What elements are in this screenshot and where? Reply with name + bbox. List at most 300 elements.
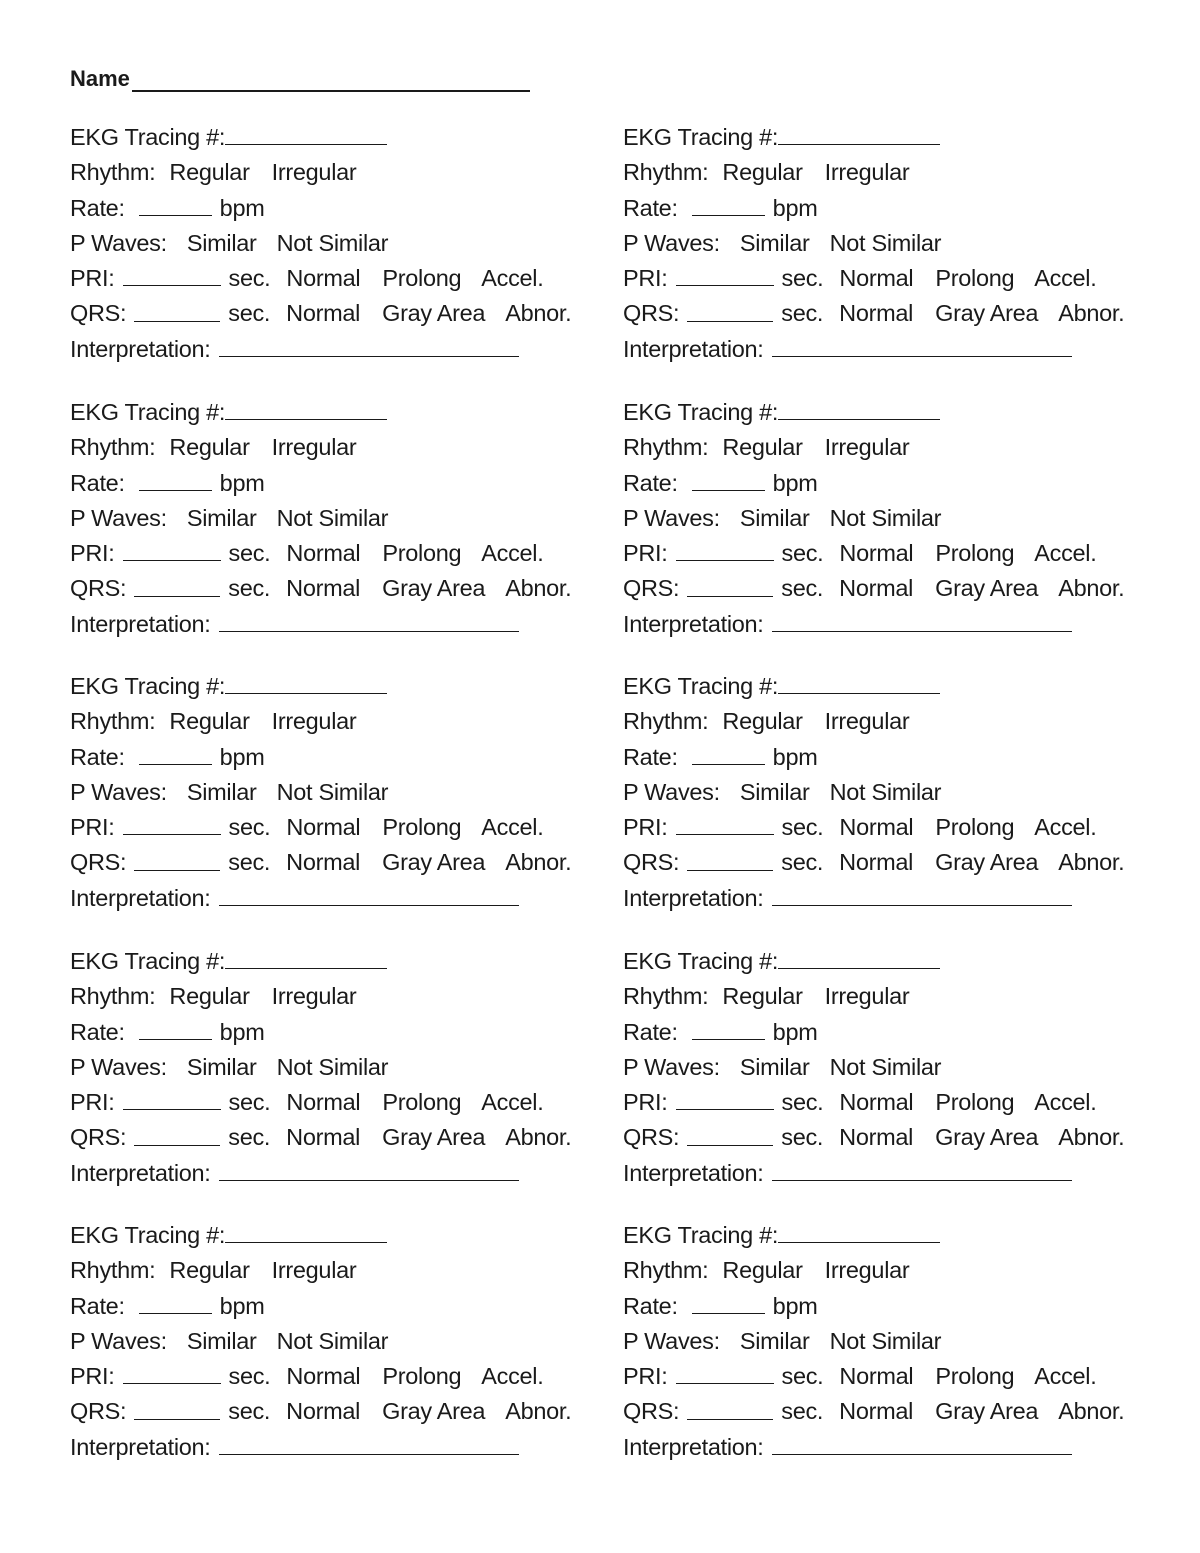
qrs-row [70, 296, 590, 331]
pwaves-option-not-similar[interactable]: Not Similar [829, 778, 942, 805]
pri-option-prolong[interactable]: Prolong [382, 1089, 462, 1116]
qrs-option-normal[interactable]: Normal [839, 575, 914, 602]
qrs-option-abnor[interactable]: Abnor. [505, 575, 572, 602]
pri-option-normal[interactable]: Normal [286, 814, 361, 841]
rhythm-option-irregular[interactable]: Irregular [271, 708, 357, 735]
ekg-tracing-block [70, 944, 590, 1191]
pwaves-option-not-similar[interactable]: Not Similar [829, 504, 942, 531]
pri-option-prolong[interactable]: Prolong [935, 1089, 1015, 1116]
tracing-number-row [70, 669, 590, 704]
pri-row [70, 1359, 590, 1394]
tracing-number-blank[interactable] [778, 122, 940, 145]
qrs-blank[interactable] [687, 848, 773, 871]
qrs-row [623, 845, 1143, 880]
bpm-unit: bpm [219, 1292, 265, 1319]
pri-label: PRI: [623, 814, 668, 841]
pwaves-option-not-similar[interactable]: Not Similar [276, 229, 389, 256]
qrs-sec-unit: sec. [228, 300, 271, 327]
pri-row [623, 1359, 1143, 1394]
rate-row [623, 466, 1143, 501]
pri-row [70, 810, 590, 845]
qrs-option-gray-area[interactable]: Gray Area [935, 849, 1039, 876]
rhythm-row [70, 155, 590, 190]
qrs-blank[interactable] [687, 299, 773, 322]
pri-option-prolong[interactable]: Prolong [382, 540, 462, 567]
pri-sec-unit: sec. [228, 540, 271, 567]
interpretation-blank[interactable] [772, 609, 1072, 632]
pri-option-normal[interactable]: Normal [839, 1363, 914, 1390]
qrs-label: QRS: [623, 1398, 680, 1425]
interpretation-label: Interpretation: [70, 1159, 211, 1186]
pwaves-row [70, 1324, 590, 1359]
pri-option-accel[interactable]: Accel. [481, 814, 544, 841]
interpretation-row [70, 881, 590, 916]
qrs-option-gray-area[interactable]: Gray Area [935, 1124, 1039, 1151]
qrs-label: QRS: [70, 1398, 127, 1425]
pri-option-normal[interactable]: Normal [839, 265, 914, 292]
pri-option-prolong[interactable]: Prolong [935, 265, 1015, 292]
rhythm-option-regular[interactable]: Regular [169, 1257, 250, 1284]
qrs-label: QRS: [70, 575, 127, 602]
rhythm-row [623, 1253, 1143, 1288]
tracing-label: EKG Tracing #: [70, 399, 226, 425]
qrs-option-abnor[interactable]: Abnor. [505, 849, 572, 876]
qrs-option-gray-area[interactable]: Gray Area [382, 300, 486, 327]
qrs-option-gray-area[interactable]: Gray Area [382, 1398, 486, 1425]
pri-label: PRI: [623, 265, 668, 292]
qrs-sec-unit: sec. [781, 300, 824, 327]
interpretation-blank[interactable] [219, 334, 519, 357]
qrs-option-gray-area[interactable]: Gray Area [935, 575, 1039, 602]
pwaves-option-similar[interactable]: Similar [739, 778, 810, 805]
qrs-label: QRS: [70, 300, 127, 327]
interpretation-blank[interactable] [772, 334, 1072, 357]
interpretation-label: Interpretation: [623, 610, 764, 637]
pwaves-option-not-similar[interactable]: Not Similar [829, 1327, 942, 1354]
rate-row [623, 191, 1143, 226]
tracing-number-row [70, 120, 590, 155]
pri-label: PRI: [623, 540, 668, 567]
interpretation-label: Interpretation: [70, 1433, 211, 1460]
pri-sec-unit: sec. [228, 814, 271, 841]
rhythm-option-regular[interactable]: Regular [169, 983, 250, 1010]
pri-blank[interactable] [676, 538, 774, 561]
pwaves-option-not-similar[interactable]: Not Similar [276, 504, 389, 531]
pri-option-normal[interactable]: Normal [286, 1363, 361, 1390]
rate-blank[interactable] [139, 1291, 212, 1314]
pri-blank[interactable] [676, 1361, 774, 1384]
tracing-label: EKG Tracing #: [623, 1222, 779, 1248]
pwaves-label: P Waves: [623, 1327, 720, 1354]
rate-blank[interactable] [692, 742, 765, 765]
qrs-option-normal[interactable]: Normal [286, 849, 361, 876]
pri-option-accel[interactable]: Accel. [1034, 1363, 1097, 1390]
qrs-row [623, 296, 1143, 331]
pri-row [623, 261, 1143, 296]
pwaves-option-not-similar[interactable]: Not Similar [829, 1053, 942, 1080]
qrs-sec-unit: sec. [781, 849, 824, 876]
pri-option-normal[interactable]: Normal [286, 265, 361, 292]
qrs-label: QRS: [623, 1124, 680, 1151]
tracing-number-blank[interactable] [225, 397, 387, 420]
rhythm-option-regular[interactable]: Regular [169, 159, 250, 186]
pri-option-normal[interactable]: Normal [286, 1089, 361, 1116]
qrs-sec-unit: sec. [781, 575, 824, 602]
tracing-number-blank[interactable] [778, 1220, 940, 1243]
pri-option-prolong[interactable]: Prolong [935, 1363, 1015, 1390]
pri-sec-unit: sec. [781, 540, 824, 567]
qrs-option-abnor[interactable]: Abnor. [1058, 1124, 1125, 1151]
qrs-option-normal[interactable]: Normal [839, 1124, 914, 1151]
rhythm-option-regular[interactable]: Regular [169, 434, 250, 461]
pwaves-label: P Waves: [623, 504, 720, 531]
rhythm-row [623, 979, 1143, 1014]
pri-option-normal[interactable]: Normal [286, 540, 361, 567]
pwaves-option-similar[interactable]: Similar [739, 229, 810, 256]
pri-blank[interactable] [676, 1087, 774, 1110]
rate-blank[interactable] [692, 1291, 765, 1314]
pri-blank[interactable] [123, 1087, 221, 1110]
rhythm-label: Rhythm: [623, 983, 709, 1010]
pri-blank[interactable] [676, 263, 774, 286]
pri-label: PRI: [70, 1089, 115, 1116]
rate-blank[interactable] [692, 468, 765, 491]
tracing-label: EKG Tracing #: [623, 124, 779, 150]
interpretation-blank[interactable] [219, 883, 519, 906]
qrs-sec-unit: sec. [781, 1124, 824, 1151]
rhythm-option-regular[interactable]: Regular [722, 159, 803, 186]
pri-option-normal[interactable]: Normal [839, 540, 914, 567]
rhythm-option-irregular[interactable]: Irregular [271, 159, 357, 186]
pri-label: PRI: [70, 540, 115, 567]
rhythm-row [623, 430, 1143, 465]
qrs-blank[interactable] [687, 1123, 773, 1146]
ekg-tracing-block [623, 944, 1143, 1191]
qrs-blank[interactable] [687, 574, 773, 597]
pri-option-accel[interactable]: Accel. [481, 265, 544, 292]
rhythm-option-irregular[interactable]: Irregular [824, 983, 910, 1010]
qrs-option-normal[interactable]: Normal [286, 1398, 361, 1425]
pri-option-accel[interactable]: Accel. [1034, 265, 1097, 292]
rhythm-label: Rhythm: [70, 983, 156, 1010]
interpretation-blank[interactable] [219, 1158, 519, 1181]
pri-row [623, 810, 1143, 845]
bpm-unit: bpm [219, 194, 265, 221]
rhythm-option-irregular[interactable]: Irregular [271, 983, 357, 1010]
pwaves-label: P Waves: [70, 1053, 167, 1080]
qrs-label: QRS: [623, 849, 680, 876]
pri-row [70, 1085, 590, 1120]
tracing-label: EKG Tracing #: [623, 948, 779, 974]
pwaves-option-similar[interactable]: Similar [186, 778, 257, 805]
pwaves-option-similar[interactable]: Similar [739, 1053, 810, 1080]
bpm-unit: bpm [772, 1292, 818, 1319]
qrs-option-abnor[interactable]: Abnor. [505, 300, 572, 327]
tracing-number-blank[interactable] [778, 671, 940, 694]
bpm-unit: bpm [772, 743, 818, 770]
rhythm-option-irregular[interactable]: Irregular [824, 434, 910, 461]
rhythm-option-irregular[interactable]: Irregular [824, 708, 910, 735]
qrs-sec-unit: sec. [781, 1398, 824, 1425]
qrs-option-gray-area[interactable]: Gray Area [935, 1398, 1039, 1425]
qrs-option-abnor[interactable]: Abnor. [1058, 575, 1125, 602]
qrs-row [70, 1394, 590, 1429]
pwaves-label: P Waves: [70, 229, 167, 256]
interpretation-label: Interpretation: [70, 335, 211, 362]
rhythm-row [623, 704, 1143, 739]
rate-label: Rate: [623, 194, 678, 221]
tracing-number-row [623, 1218, 1143, 1253]
pri-row [70, 536, 590, 571]
interpretation-row [70, 607, 590, 642]
qrs-option-normal[interactable]: Normal [839, 300, 914, 327]
pwaves-row [70, 1050, 590, 1085]
qrs-row [623, 1394, 1143, 1429]
qrs-option-gray-area[interactable]: Gray Area [935, 300, 1039, 327]
rhythm-option-regular[interactable]: Regular [722, 1257, 803, 1284]
pwaves-row [623, 1050, 1143, 1085]
qrs-row [70, 571, 590, 606]
pwaves-row [70, 226, 590, 261]
pri-option-accel[interactable]: Accel. [481, 1363, 544, 1390]
pwaves-option-not-similar[interactable]: Not Similar [276, 1327, 389, 1354]
bpm-unit: bpm [772, 194, 818, 221]
pri-option-accel[interactable]: Accel. [1034, 540, 1097, 567]
tracing-number-blank[interactable] [225, 946, 387, 969]
qrs-option-gray-area[interactable]: Gray Area [382, 575, 486, 602]
pwaves-option-similar[interactable]: Similar [186, 1327, 257, 1354]
pwaves-label: P Waves: [623, 1053, 720, 1080]
interpretation-label: Interpretation: [623, 1433, 764, 1460]
ekg-tracing-block [623, 669, 1143, 916]
ekg-tracing-block [623, 395, 1143, 642]
pri-option-accel[interactable]: Accel. [1034, 814, 1097, 841]
rhythm-option-regular[interactable]: Regular [169, 708, 250, 735]
rate-label: Rate: [623, 1018, 678, 1045]
qrs-option-abnor[interactable]: Abnor. [505, 1398, 572, 1425]
tracing-label: EKG Tracing #: [70, 1222, 226, 1248]
pri-row [623, 1085, 1143, 1120]
qrs-sec-unit: sec. [228, 1398, 271, 1425]
qrs-blank[interactable] [687, 1397, 773, 1420]
pri-sec-unit: sec. [781, 814, 824, 841]
pri-option-prolong[interactable]: Prolong [935, 814, 1015, 841]
pwaves-row [623, 775, 1143, 810]
qrs-option-abnor[interactable]: Abnor. [505, 1124, 572, 1151]
rate-label: Rate: [623, 743, 678, 770]
rhythm-label: Rhythm: [623, 1257, 709, 1284]
pri-sec-unit: sec. [781, 1089, 824, 1116]
tracing-number-row [623, 395, 1143, 430]
pwaves-option-not-similar[interactable]: Not Similar [829, 229, 942, 256]
tracing-number-blank[interactable] [778, 946, 940, 969]
qrs-blank[interactable] [134, 1397, 220, 1420]
qrs-row [70, 1120, 590, 1155]
interpretation-row [70, 1430, 590, 1465]
interpretation-row [623, 332, 1143, 367]
pwaves-row [623, 226, 1143, 261]
qrs-row [623, 1120, 1143, 1155]
qrs-label: QRS: [623, 575, 680, 602]
interpretation-row [623, 881, 1143, 916]
pwaves-label: P Waves: [70, 1327, 167, 1354]
rhythm-row [70, 704, 590, 739]
tracing-number-row [623, 120, 1143, 155]
pri-sec-unit: sec. [228, 1363, 271, 1390]
tracing-number-blank[interactable] [225, 1220, 387, 1243]
ekg-tracing-block [623, 1218, 1143, 1465]
pri-blank[interactable] [123, 263, 221, 286]
qrs-option-abnor[interactable]: Abnor. [1058, 1398, 1125, 1425]
interpretation-blank[interactable] [772, 883, 1072, 906]
rate-blank[interactable] [692, 1017, 765, 1040]
rate-blank[interactable] [139, 742, 212, 765]
qrs-row [623, 571, 1143, 606]
pri-option-prolong[interactable]: Prolong [935, 540, 1015, 567]
tracing-label: EKG Tracing #: [70, 673, 226, 699]
pri-option-normal[interactable]: Normal [839, 1089, 914, 1116]
pri-label: PRI: [623, 1363, 668, 1390]
qrs-blank[interactable] [134, 1123, 220, 1146]
rate-label: Rate: [70, 194, 125, 221]
qrs-sec-unit: sec. [228, 849, 271, 876]
rate-label: Rate: [623, 469, 678, 496]
qrs-blank[interactable] [134, 848, 220, 871]
pri-row [70, 261, 590, 296]
pri-option-prolong[interactable]: Prolong [382, 265, 462, 292]
rhythm-row [70, 1253, 590, 1288]
rate-label: Rate: [70, 469, 125, 496]
interpretation-row [623, 607, 1143, 642]
tracing-number-blank[interactable] [225, 671, 387, 694]
ekg-tracing-block [70, 120, 590, 367]
rate-blank[interactable] [692, 193, 765, 216]
rhythm-option-regular[interactable]: Regular [722, 983, 803, 1010]
pri-row [623, 536, 1143, 571]
tracing-label: EKG Tracing #: [623, 673, 779, 699]
rate-row [70, 1015, 590, 1050]
pri-label: PRI: [623, 1089, 668, 1116]
qrs-option-normal[interactable]: Normal [286, 1124, 361, 1151]
tracing-number-row [70, 395, 590, 430]
ekg-tracing-block [70, 1218, 590, 1465]
rhythm-option-irregular[interactable]: Irregular [271, 1257, 357, 1284]
pwaves-row [70, 775, 590, 810]
rate-row [623, 1015, 1143, 1050]
name-blank[interactable] [132, 70, 530, 92]
rhythm-row [623, 155, 1143, 190]
interpretation-row [70, 332, 590, 367]
interpretation-label: Interpretation: [623, 1159, 764, 1186]
pwaves-option-similar[interactable]: Similar [186, 504, 257, 531]
rate-row [623, 740, 1143, 775]
qrs-option-abnor[interactable]: Abnor. [1058, 300, 1125, 327]
qrs-option-normal[interactable]: Normal [839, 849, 914, 876]
qrs-option-normal[interactable]: Normal [286, 300, 361, 327]
pri-blank[interactable] [123, 812, 221, 835]
rhythm-label: Rhythm: [70, 1257, 156, 1284]
pri-option-normal[interactable]: Normal [839, 814, 914, 841]
interpretation-blank[interactable] [772, 1432, 1072, 1455]
pri-sec-unit: sec. [781, 265, 824, 292]
qrs-option-normal[interactable]: Normal [286, 575, 361, 602]
pri-blank[interactable] [123, 538, 221, 561]
qrs-label: QRS: [70, 1124, 127, 1151]
interpretation-row [70, 1156, 590, 1191]
pwaves-option-not-similar[interactable]: Not Similar [276, 778, 389, 805]
bpm-unit: bpm [219, 743, 265, 770]
pri-sec-unit: sec. [228, 1089, 271, 1116]
pri-label: PRI: [70, 1363, 115, 1390]
interpretation-blank[interactable] [772, 1158, 1072, 1181]
qrs-option-gray-area[interactable]: Gray Area [382, 1124, 486, 1151]
tracing-number-row [623, 944, 1143, 979]
pwaves-row [623, 1324, 1143, 1359]
pri-option-prolong[interactable]: Prolong [382, 1363, 462, 1390]
ekg-tracing-block [70, 395, 590, 642]
interpretation-blank[interactable] [219, 609, 519, 632]
rhythm-option-irregular[interactable]: Irregular [271, 434, 357, 461]
bpm-unit: bpm [219, 1018, 265, 1045]
rate-blank[interactable] [139, 468, 212, 491]
interpretation-label: Interpretation: [623, 884, 764, 911]
qrs-option-abnor[interactable]: Abnor. [1058, 849, 1125, 876]
interpretation-label: Interpretation: [70, 884, 211, 911]
name-field[interactable] [70, 66, 530, 92]
rhythm-option-irregular[interactable]: Irregular [824, 1257, 910, 1284]
interpretation-row [623, 1156, 1143, 1191]
qrs-option-gray-area[interactable]: Gray Area [382, 849, 486, 876]
rhythm-label: Rhythm: [70, 708, 156, 735]
pri-option-accel[interactable]: Accel. [1034, 1089, 1097, 1116]
rhythm-option-regular[interactable]: Regular [722, 434, 803, 461]
pwaves-option-similar[interactable]: Similar [186, 229, 257, 256]
rate-label: Rate: [70, 1292, 125, 1319]
pri-blank[interactable] [123, 1361, 221, 1384]
qrs-blank[interactable] [134, 574, 220, 597]
pwaves-option-similar[interactable]: Similar [739, 1327, 810, 1354]
rate-blank[interactable] [139, 193, 212, 216]
rhythm-option-regular[interactable]: Regular [722, 708, 803, 735]
pri-label: PRI: [70, 265, 115, 292]
interpretation-blank[interactable] [219, 1432, 519, 1455]
pwaves-option-similar[interactable]: Similar [186, 1053, 257, 1080]
qrs-option-normal[interactable]: Normal [839, 1398, 914, 1425]
pri-sec-unit: sec. [228, 265, 271, 292]
pri-option-prolong[interactable]: Prolong [382, 814, 462, 841]
tracing-number-blank[interactable] [778, 397, 940, 420]
pri-option-accel[interactable]: Accel. [481, 1089, 544, 1116]
qrs-blank[interactable] [134, 299, 220, 322]
tracing-label: EKG Tracing #: [70, 948, 226, 974]
rate-blank[interactable] [139, 1017, 212, 1040]
pri-sec-unit: sec. [781, 1363, 824, 1390]
pwaves-option-similar[interactable]: Similar [739, 504, 810, 531]
rhythm-row [70, 979, 590, 1014]
interpretation-label: Interpretation: [623, 335, 764, 362]
pwaves-option-not-similar[interactable]: Not Similar [276, 1053, 389, 1080]
tracing-number-row [623, 669, 1143, 704]
ekg-tracing-block [70, 669, 590, 916]
rhythm-option-irregular[interactable]: Irregular [824, 159, 910, 186]
interpretation-row [623, 1430, 1143, 1465]
rhythm-label: Rhythm: [70, 159, 156, 186]
qrs-label: QRS: [70, 849, 127, 876]
pwaves-label: P Waves: [70, 778, 167, 805]
tracing-number-blank[interactable] [225, 122, 387, 145]
pri-option-accel[interactable]: Accel. [481, 540, 544, 567]
pri-blank[interactable] [676, 812, 774, 835]
